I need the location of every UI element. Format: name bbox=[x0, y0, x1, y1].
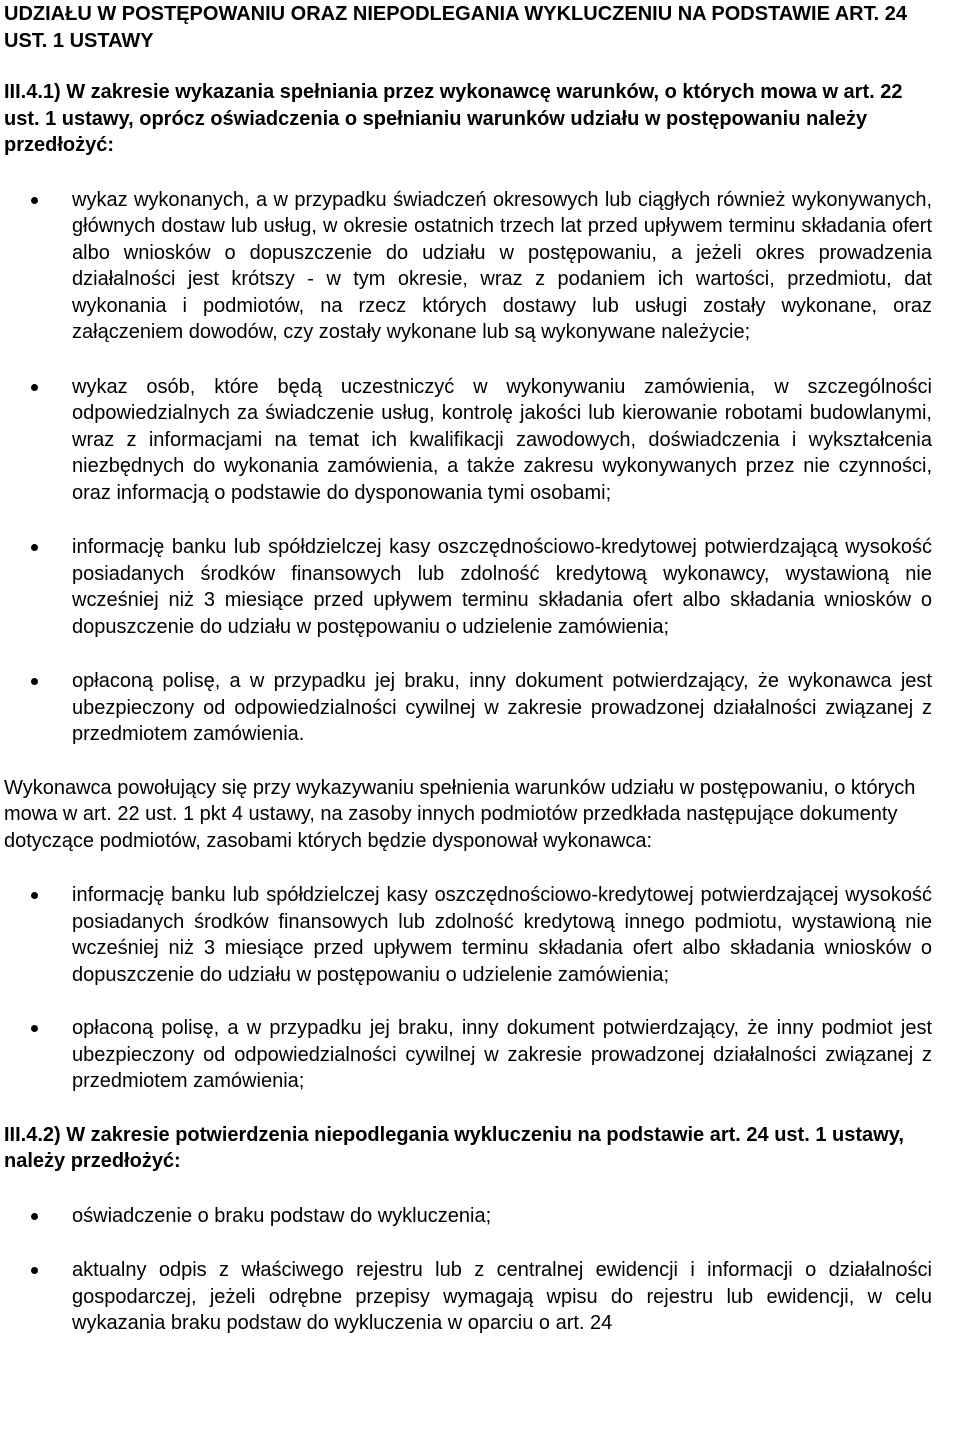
documents-list-other-entities bbox=[4, 882, 932, 1095]
list-item-text: informację banku lub spółdzielczej kasy oszczędnościowo-kredytowej potwierdzającej wysokość posiadanych środków finansowych lub zdolność kredytową innego podmiotu, wystawioną nie wcześniej niż 3 miesiące przed upływem terminu składania ofert albo składania wniosków o dopuszczenie do udziału w postępowaniu o udzielenie zamówienia; bbox=[72, 884, 932, 986]
bullet-icon bbox=[31, 678, 38, 685]
bullet-icon bbox=[31, 197, 38, 204]
bullet-icon bbox=[31, 892, 38, 899]
list-item-text: aktualny odpis z właściwego rejestru lub z centralnej ewidencji i informacji o działalności gospodarczej, jeżeli odrębne przepisy wymagają wpisu do rejestru lub ewidencji, w celu wykazania braku podstaw do wykluczenia w oparciu o art. 24 bbox=[72, 1259, 932, 1334]
heading-continued: UDZIAŁU W POSTĘPOWANIU ORAZ NIEPODLEGANIA WYKLUCZENIU NA PODSTAWIE ART. 24 UST. 1 USTAWY bbox=[4, 3, 907, 52]
list-item-text: opłaconą polisę, a w przypadku jej braku, inny dokument potwierdzający, że inny podmiot jest ubezpieczony od odpowiedzialności cywilnej w zakresie prowadzonej działalności związanej z przedmiotem zamówienia; bbox=[72, 1017, 932, 1092]
bullet-icon bbox=[31, 1213, 38, 1220]
documents-list-2 bbox=[4, 1203, 932, 1337]
list-item-text: wykaz wykonanych, a w przypadku świadczeń okresowych lub ciągłych również wykonywanych, głównych dostaw lub usług, w okresie ostatnich trzech lat przed upływem terminu składania ofert albo wniosków o dopuszczenie do udziału w postępowaniu, a jeżeli okres prowadzenia działalności jest krótszy - w tym okresie, wraz z podaniem ich wartości, przedmiotu, dat wykonania i podmiotów, na rzecz których dostawy lub usługi zostały wykonane, oraz załączeniem dowodów, czy zostały wykonane lub są wykonywane należycie; bbox=[72, 188, 932, 343]
paragraph-other-entities: Wykonawca powołujący się przy wykazywaniu spełnienia warunków udziału w postępowaniu, o których mowa w art. 22 ust. 1 pkt 4 ustawy, na zasoby innych podmiotów przedkłada następujące dokumenty dotyczące podmiotów, zasobami których będzie dysponował wykonawca: bbox=[4, 776, 916, 852]
list-item bbox=[4, 882, 932, 988]
list-item bbox=[4, 1257, 932, 1337]
list-item bbox=[4, 534, 932, 640]
section-heading-iii-4-1: III.4.1) W zakresie wykazania spełniania przez wykonawcę warunków, o których mowa w art. 22 ust. 1 ustawy, oprócz oświadczenia o spełnianiu warunków udziału w postępowaniu należy przedłożyć: bbox=[4, 81, 903, 156]
list-item bbox=[4, 1015, 932, 1095]
document-page bbox=[4, 0, 932, 1337]
section-heading-iii-4-2: III.4.2) W zakresie potwierdzenia niepodlegania wykluczeniu na podstawie art. 24 ust. 1 ustawy, należy przedłożyć: bbox=[4, 1123, 904, 1172]
bullet-icon bbox=[31, 1267, 38, 1274]
list-item-text: oświadczenie o braku podstaw do wykluczenia; bbox=[72, 1204, 492, 1227]
list-item-text: informację banku lub spółdzielczej kasy oszczędnościowo-kredytowej potwierdzającą wysokość posiadanych środków finansowych lub zdolność kredytową wykonawcy, wystawioną nie wcześniej niż 3 miesiące przed upływem terminu składania ofert albo składania wniosków o dopuszczenie do udziału w postępowaniu o udzielenie zamówienia; bbox=[72, 536, 932, 638]
bullet-icon bbox=[31, 544, 38, 551]
list-item bbox=[4, 374, 932, 507]
documents-list-1 bbox=[4, 187, 932, 748]
list-item-text: wykaz osób, które będą uczestniczyć w wykonywaniu zamówienia, w szczególności odpowiedzialnych za świadczenie usług, kontrolę jakości lub kierowanie robotami budowlanymi, wraz z informacjami na temat ich kwalifikacji zawodowych, doświadczenia i wykształcenia niezbędnych do wykonania zamówienia, a także zakresu wykonywanych przez nie czynności, oraz informacją o podstawie do dysponowania tymi osobami; bbox=[72, 375, 932, 504]
bullet-icon bbox=[31, 384, 38, 391]
list-item bbox=[4, 187, 932, 346]
list-item bbox=[4, 1203, 932, 1230]
bullet-icon bbox=[31, 1025, 38, 1032]
list-item-text: opłaconą polisę, a w przypadku jej braku, inny dokument potwierdzający, że wykonawca jest ubezpieczony od odpowiedzialności cywilnej w zakresie prowadzonej działalności związanej z przedmiotem zamówienia. bbox=[72, 670, 932, 745]
list-item bbox=[4, 668, 932, 748]
